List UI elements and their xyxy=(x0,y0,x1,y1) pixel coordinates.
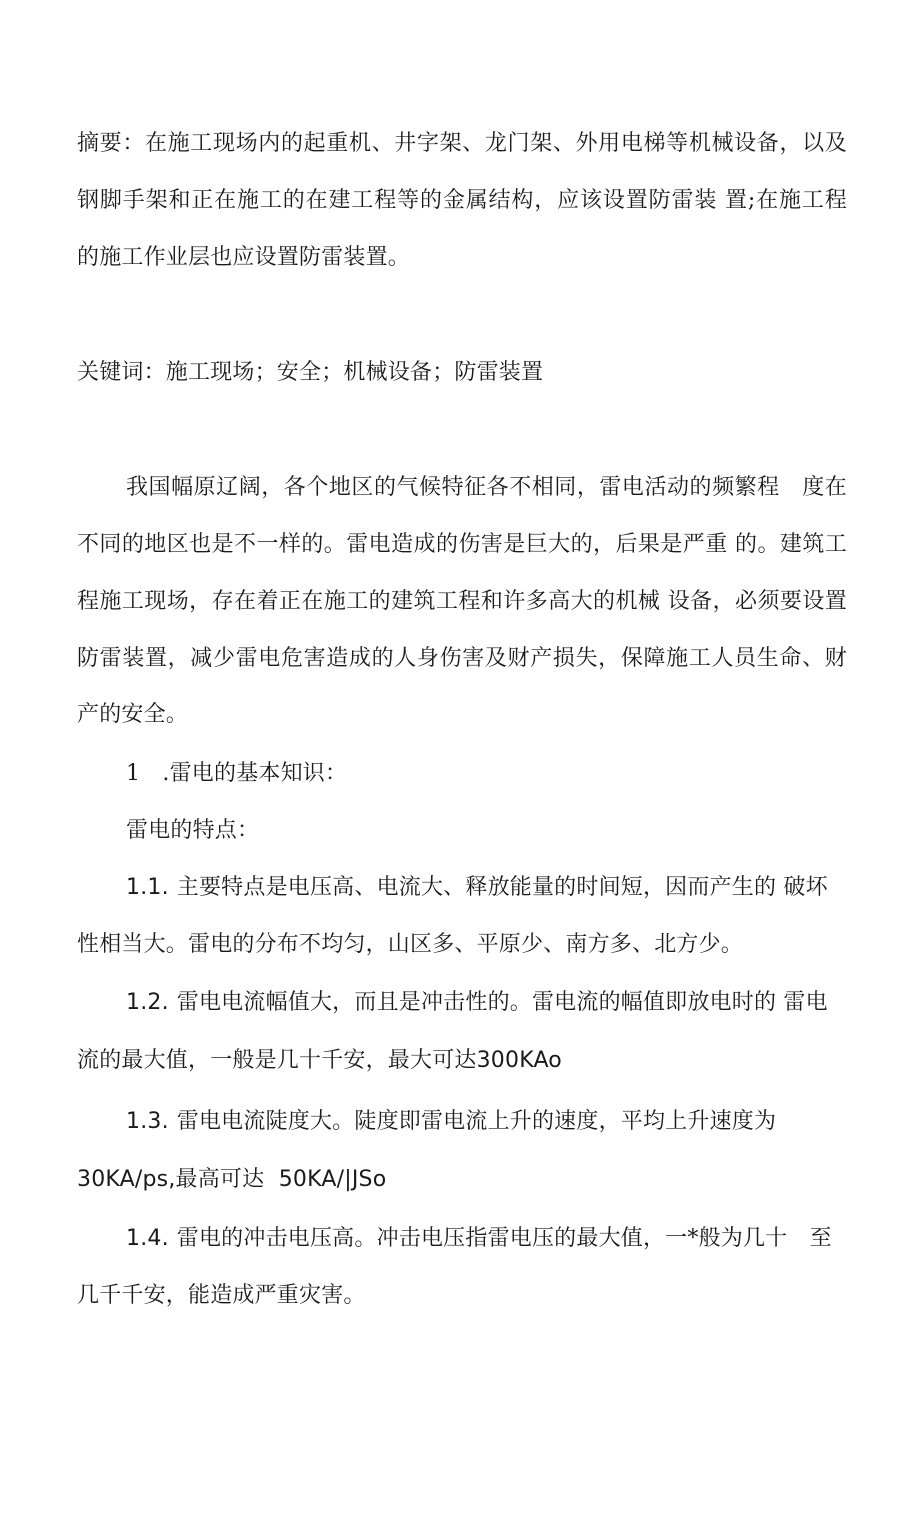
item-1-2-line-2 xyxy=(77,1046,847,1076)
abstract-line-3: 的施工作业层也应设置防雷装置。 xyxy=(77,245,411,270)
subheading: 雷电的特点： xyxy=(126,818,260,843)
keywords: 关键词：施工现场；安全；机械设备；防雷装置 xyxy=(77,360,544,385)
item-value: 50KA/|JSo xyxy=(278,1167,387,1192)
item-text: 雷电电流幅值大，而且是冲击性的。雷电流的幅值即放电时的 雷电 xyxy=(176,990,828,1015)
item-text: 流的最大值，一般是几十千安，最大可达 xyxy=(77,1048,477,1073)
item-number: 1.1. xyxy=(126,875,169,900)
item-1-4-line-1 xyxy=(126,1224,847,1254)
item-value: 300KAo xyxy=(476,1048,562,1073)
intro-line-3: 程施工现场，存在着正在施工的建筑工程和许多高大的机械 设备，必须要设置 xyxy=(77,589,847,614)
intro-line-1: 我国幅原辽阔，各个地区的气候特征各不相同，雷电活动的频繁程 度在 xyxy=(126,475,847,500)
abstract-line-1: 摘要：在施工现场内的起重机、井字架、龙门架、外用电梯等机械设备，以及 xyxy=(77,131,847,156)
item-text: 雷电电流陡度大。陡度即雷电流上升的速度，平均上升速度为 xyxy=(176,1109,777,1134)
intro-line-4: 防雷装置，减少雷电危害造成的人身伤害及财产损失，保障施工人员生命、财 xyxy=(77,646,847,671)
item-text: 最高可达 xyxy=(175,1167,265,1192)
item-1-1-line-2: 性相当大。雷电的分布不均匀，山区多、平原少、南方多、北方少。 xyxy=(77,932,744,957)
item-1-3-line-1 xyxy=(126,1107,847,1137)
item-number: 1.3. xyxy=(126,1109,169,1134)
item-text: 主要特点是电压高、电流大、释放能量的时间短，因而产生的 破坏 xyxy=(176,875,828,900)
item-1-3-line-2 xyxy=(77,1165,847,1195)
item-value: 30KA/ps, xyxy=(77,1167,176,1192)
abstract-line-2: 钢脚手架和正在施工的在建工程等的金属结构，应该设置防雷装 置;在施工程 xyxy=(77,188,847,213)
intro-line-5: 产的安全。 xyxy=(77,702,189,727)
item-number: 1.2. xyxy=(126,990,169,1015)
item-1-2-line-1 xyxy=(126,988,847,1018)
item-1-1-line-1 xyxy=(126,873,847,903)
item-text: 雷电的冲击电压高。冲击电压指雷电压的最大值，一*般为几十 至 xyxy=(176,1226,832,1251)
intro-line-2: 不同的地区也是不一样的。雷电造成的伤害是巨大的，后果是严重 的。建筑工 xyxy=(77,532,847,557)
section-heading: 1 .雷电的基本知识： xyxy=(126,761,348,786)
item-1-4-line-2: 几千千安，能造成严重灾害。 xyxy=(77,1283,366,1308)
item-number: 1.4. xyxy=(126,1226,169,1251)
